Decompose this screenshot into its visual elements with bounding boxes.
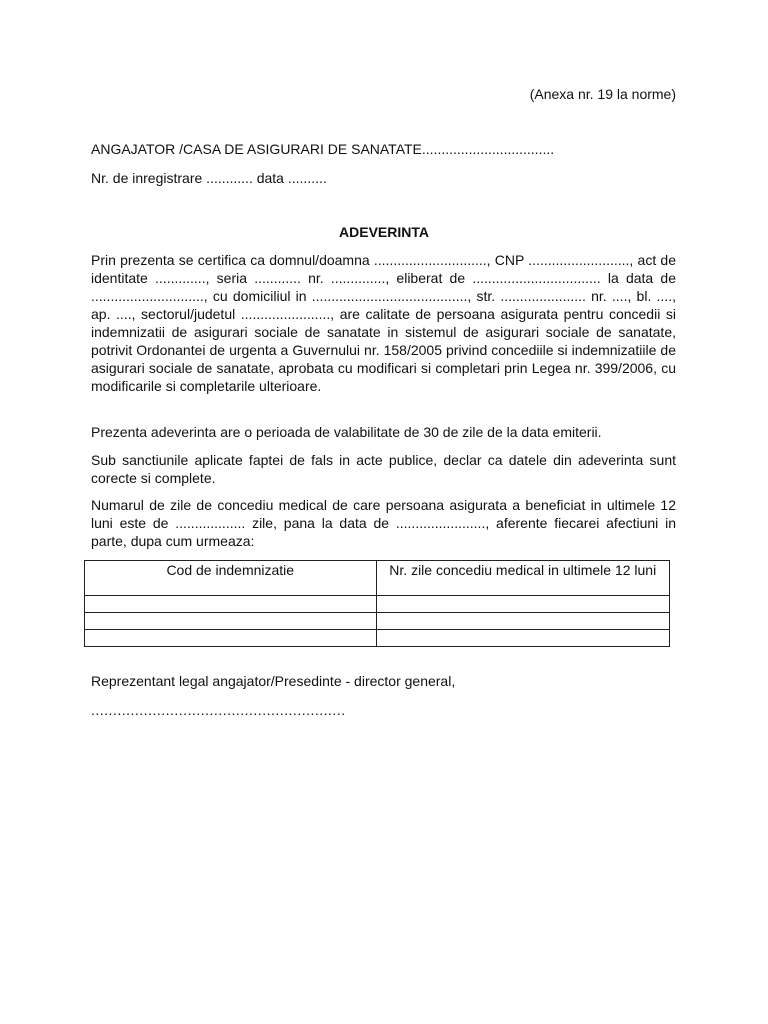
table-cell — [376, 596, 669, 613]
registration-line: Nr. de inregistrare ............ data .......... — [91, 170, 327, 186]
table-row — [85, 630, 670, 647]
document-title: ADEVERINTA — [339, 224, 429, 240]
medical-leave-table — [84, 560, 670, 647]
representative-label: Reprezentant legal angajator/Presedinte - director general, — [91, 673, 456, 689]
validity-paragraph: Prezenta adeverinta are o perioada de valabilitate de 30 de zile de la data emiterii. — [91, 424, 602, 440]
table-cell — [85, 630, 377, 647]
signature-line: .......................................................... — [91, 702, 346, 718]
table-row — [85, 596, 670, 613]
employer-line: ANGAJATOR /CASA DE ASIGURARI DE SANATATE.................................. — [91, 141, 555, 157]
table-header-days: Nr. zile concediu medical in ultimele 12 luni — [376, 561, 669, 596]
table-row — [85, 613, 670, 630]
table-cell — [376, 630, 669, 647]
table-header-row — [85, 561, 670, 596]
table-header-code: Cod de indemnizatie — [85, 561, 377, 596]
certification-paragraph: Prin prezenta se certifica ca domnul/doamna ............................., CNP .........................., act de identitate ............., seria ............ nr. .............., eliberat de ................................. la data de ............................., cu domiciliul in ........................................, str. ...................... nr. ...., bl. ...., ap. ...., sectorul/judetul ......................., are calitate de persoana asigurata pentru concedii si indemnizatii de asigurari sociale de sanatate in sistemul de asigurari sociale de sanatate, potrivit Ordonantei de urgenta a Guvernului nr. 158/2005 privind concediile si indemnizatiile de asigurari sociale de sanatate, aprobata cu modificari si completari prin Legea nr. 399/2006, cu modificarile si completarile ulterioare. — [91, 252, 676, 394]
table-cell — [376, 613, 669, 630]
table-cell — [85, 613, 377, 630]
medical-leave-paragraph: Numarul de zile de concediu medical de care persoana asigurata a beneficiat in ultimele 12 luni este de .................. zile, pana la data de ......................., aferente fiecarei afectiuni in parte, dupa cum urmeaza: — [91, 497, 676, 549]
table-cell — [85, 596, 377, 613]
declaration-paragraph: Sub sanctiunile aplicate faptei de fals in acte publice, declar ca datele din adeverinta sunt corecte si complete. — [91, 452, 676, 486]
annex-reference: (Anexa nr. 19 la norme) — [529, 86, 676, 102]
